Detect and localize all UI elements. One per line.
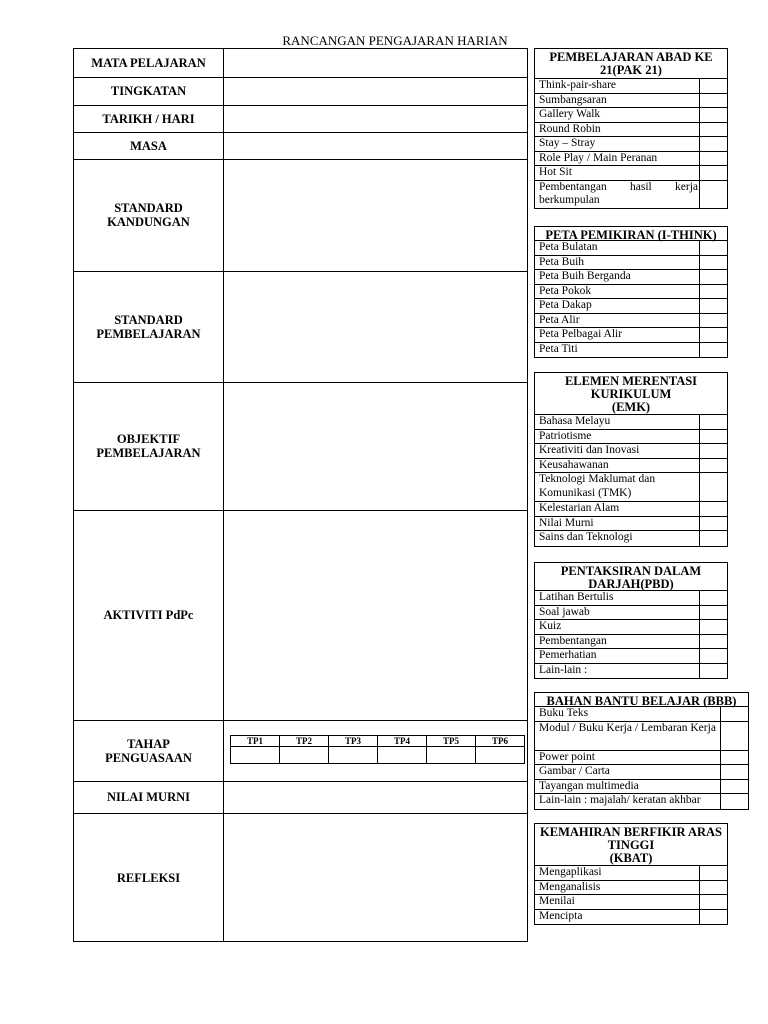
checklist-item [535,285,727,300]
checklist-checkbox[interactable] [699,649,727,663]
checklist-checkbox[interactable] [699,181,727,208]
checklist-checkbox[interactable] [699,343,727,358]
checklist-item-label: Role Play / Main Peranan [539,151,658,164]
checklist-box [534,226,728,358]
row-entry-field[interactable] [224,77,527,105]
checklist-item-label: Round Robin [539,122,601,135]
checklist-checkbox[interactable] [699,328,727,342]
checklist-checkbox[interactable] [699,473,727,501]
checklist-item-label: Sains dan Teknologi [539,531,633,543]
checklist-item [535,328,727,343]
checklist-item [535,137,727,152]
checklist-checkbox[interactable] [699,137,727,151]
checklist-item [535,256,727,271]
checklist-heading: PEMBELAJARAN ABAD KE 21(PAK 21) [535,49,727,79]
checklist-item [535,664,727,679]
row-label: MATA PELAJARAN [91,55,206,70]
checklist-item [535,123,727,138]
row-entry-field[interactable] [224,813,527,942]
tp-level-header: TP1 [231,736,280,747]
checklist-checkbox[interactable] [699,444,727,458]
checklist-item-label: Pembentangan hasil kerja berkumpulan [539,180,698,206]
checklist-item [535,166,727,181]
tp-level-cell[interactable] [476,747,525,764]
checklist-checkbox[interactable] [699,415,727,429]
checklist-checkbox[interactable] [699,502,727,516]
checklist-item [535,794,748,809]
checklist-item [535,502,727,517]
checklist-item [535,591,727,606]
tp-table [230,735,525,764]
checklist-item-label: Stay – Stray [539,137,596,149]
checklist-checkbox[interactable] [720,722,748,750]
row-entry-field[interactable] [224,510,527,720]
checklist-heading: KEMAHIRAN BERFIKIR ARAS TINGGI (KBAT) [535,824,727,866]
checklist-item-label: Keusahawanan [539,458,609,471]
checklist-checkbox[interactable] [699,285,727,299]
checklist-item [535,765,748,780]
checklist-item [535,881,727,896]
checklist-item-label: Nilai Murni [539,516,594,529]
checklist-item [535,531,727,546]
checklist-item [535,444,727,459]
checklist-item-label: Kreativiti dan Inovasi [539,444,640,456]
row-label: TARIKH / HARI [102,111,195,126]
checklist-item-label: Peta Buih Berganda [539,270,631,282]
row-entry-field[interactable] [224,781,527,813]
checklist-item-label: Buku Teks [539,707,589,719]
checklist-item-label: Gallery Walk [539,108,601,120]
checklist-item [535,343,727,358]
checklist-item [535,94,727,109]
row-label: STANDARD PEMBELAJARAN [96,312,201,341]
checklist-checkbox[interactable] [699,166,727,180]
checklist-item [535,620,727,635]
checklist-checkbox[interactable] [699,606,727,620]
row-label: MASA [130,138,167,153]
checklist-item-label: Patriotisme [539,429,592,442]
checklist-item-label: Kuiz [539,620,562,632]
checklist-item [535,415,727,430]
tp-level-header: TP4 [378,736,427,747]
checklist-heading: BAHAN BANTU BELAJAR (BBB) [535,693,748,707]
checklist-item-label: Peta Alir [539,313,580,326]
checklist-item-label: Peta Pelbagai Alir [539,328,623,340]
tp-level-header: TP3 [329,736,378,747]
checklist-checkbox[interactable] [720,707,748,721]
checklist-item [535,314,727,329]
row-label: AKTIVITI PdPc [103,608,194,622]
tp-level-cell[interactable] [427,747,476,764]
tp-level-cell[interactable] [329,747,378,764]
checklist-checkbox[interactable] [720,780,748,794]
checklist-checkbox[interactable] [699,94,727,108]
checklist-item-label: Peta Buih [539,255,585,268]
checklist-checkbox[interactable] [699,270,727,284]
row-label: TAHAP PENGUASAAN [105,736,192,765]
page-title: RANCANGAN PENGAJARAN HARIAN [282,33,508,48]
checklist-checkbox[interactable] [720,794,748,809]
checklist-checkbox[interactable] [720,751,748,765]
checklist-item [535,430,727,445]
checklist-checkbox[interactable] [699,895,727,909]
tp-level-cell[interactable] [231,747,280,764]
checklist-box [534,372,728,547]
checklist-checkbox[interactable] [699,256,727,270]
checklist-item-label: Peta Pokok [539,284,592,297]
checklist-checkbox[interactable] [699,910,727,925]
checklist-checkbox[interactable] [699,314,727,328]
checklist-item [535,722,748,751]
checklist-item-label: Latihan Bertulis [539,591,614,603]
checklist-item [535,751,748,766]
checklist-checkbox[interactable] [699,531,727,546]
checklist-item [535,606,727,621]
checklist-checkbox[interactable] [699,881,727,895]
checklist-item-label: Sumbangsaran [539,93,607,106]
checklist-item [535,473,727,502]
checklist-item-label: Lain-lain : [539,663,588,676]
checklist-item [535,517,727,532]
tp-level-cell[interactable] [280,747,329,764]
checklist-item-label: Peta Dakap [539,299,592,311]
checklist-item-label: Soal jawab [539,605,590,618]
checklist-checkbox[interactable] [699,635,727,649]
checklist-item [535,635,727,650]
row-entry-field[interactable] [224,382,527,510]
checklist-checkbox[interactable] [699,430,727,444]
checklist-box [534,823,728,925]
checklist-item-label: Pemerhatian [539,649,597,661]
checklist-heading: PENTAKSIRAN DALAM DARJAH(PBD) [535,563,727,591]
checklist-item [535,270,727,285]
row-entry-field[interactable] [224,271,527,382]
checklist-item-label: Bahasa Melayu [539,415,611,427]
checklist-checkbox[interactable] [699,620,727,634]
checklist-heading: ELEMEN MERENTASI KURIKULUM (EMK) [535,373,727,415]
checklist-item [535,181,727,208]
checklist-item [535,649,727,664]
checklist-item [535,108,727,123]
checklist-checkbox[interactable] [699,459,727,473]
tp-level-header: TP2 [280,736,329,747]
checklist-item-label: Tayangan multimedia [539,779,639,792]
checklist-item [535,895,727,910]
checklist-checkbox[interactable] [699,517,727,531]
row-entry-field[interactable] [224,159,527,271]
row-label: OBJEKTIF PEMBELAJARAN [96,432,201,460]
row-label: NILAI MURNI [107,790,190,804]
checklist-item [535,299,727,314]
tp-level-cell[interactable] [378,747,427,764]
checklist-item-label: Hot Sit [539,166,572,178]
checklist-item-label: Gambar / Carta [539,765,610,777]
checklist-item [535,866,727,881]
checklist-box [534,48,728,209]
checklist-checkbox[interactable] [699,108,727,122]
checklist-checkbox[interactable] [699,664,727,679]
checklist-box [534,692,749,810]
checklist-item-label: Lain-lain : majalah/ keratan akhbar [539,794,701,806]
checklist-item-label: Kelestarian Alam [539,502,620,514]
checklist-checkbox[interactable] [699,123,727,137]
row-label: TINGKATAN [110,84,187,98]
checklist-checkbox[interactable] [699,152,727,166]
checklist-item-label: Menganalisis [539,880,601,893]
checklist-checkbox[interactable] [699,591,727,605]
checklist-item-label: Pembentangan [539,634,607,647]
checklist-box [534,562,728,679]
checklist-checkbox[interactable] [699,299,727,313]
checklist-item [535,241,727,256]
checklist-item [535,707,748,722]
row-entry-field[interactable] [224,132,527,159]
checklist-item [535,910,727,925]
checklist-item-label: Power point [539,750,595,763]
checklist-checkbox[interactable] [699,241,727,255]
checklist-checkbox[interactable] [720,765,748,779]
checklist-item-label: Peta Titi [539,342,578,355]
checklist-item-label: Teknologi Maklumat dan Komunikasi (TMK) [539,473,656,499]
checklist-item-label: Mencipta [539,909,583,922]
checklist-checkbox[interactable] [699,866,727,880]
checklist-heading: PETA PEMIKIRAN (I-THINK) [535,227,727,241]
checklist-item-label: Mengaplikasi [539,866,602,878]
row-entry-field[interactable] [224,105,527,132]
tp-level-header: TP6 [476,736,525,747]
checklist-item [535,79,727,94]
row-label: REFLEKSI [116,870,181,885]
checklist-item [535,459,727,474]
checklist-item-label: Modul / Buku Kerja / Lembaran Kerja [539,721,716,734]
checklist-item [535,780,748,795]
checklist-item-label: Menilai [539,895,575,907]
checklist-checkbox[interactable] [699,79,727,93]
checklist-item [535,152,727,167]
checklist-item-label: Think-pair-share [539,79,617,91]
checklist-item-label: Peta Bulatan [539,241,598,253]
row-label: STANDARD KANDUNGAN [107,201,190,229]
row-entry-field[interactable] [224,48,527,77]
tp-level-header: TP5 [427,736,476,747]
